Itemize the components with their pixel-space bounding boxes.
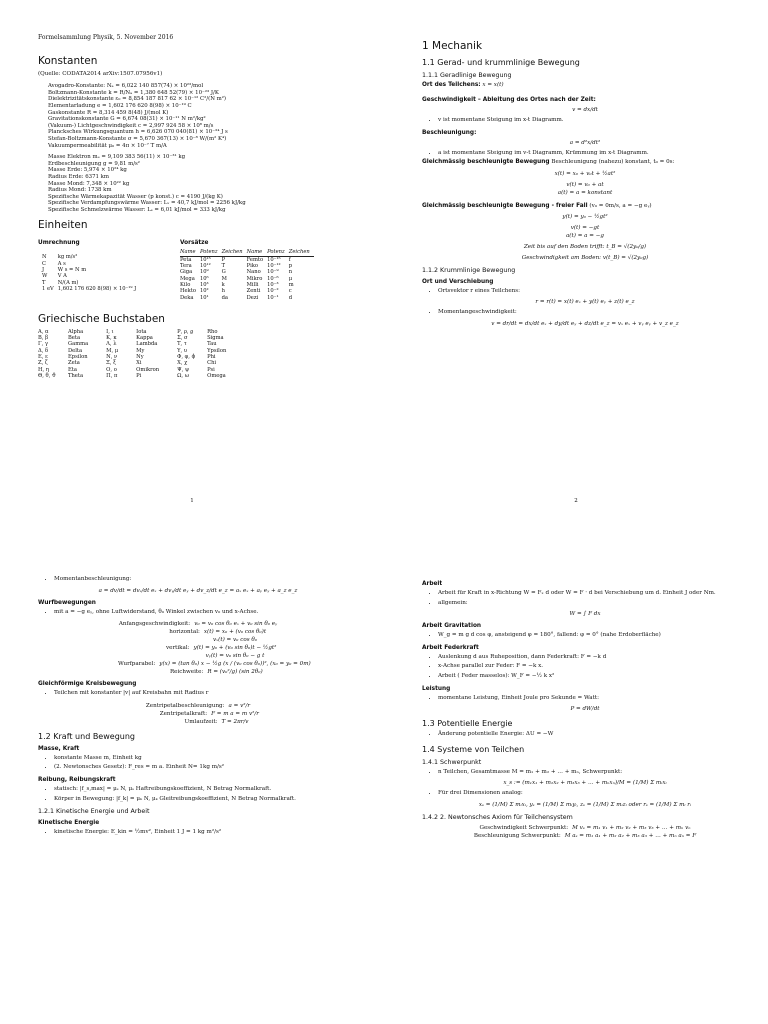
wert-line: Masse Erde: 5,974 × 10²⁴ kg — [48, 167, 127, 174]
umrechnung-cell: N/(A m) — [57, 279, 79, 286]
griechisch-letter: Ο, ο — [106, 366, 117, 373]
griechisch-letter: Τ, τ — [177, 341, 187, 348]
konstanten-list — [48, 83, 358, 149]
momgeschw-item: • Momentangeschwindigkeit: — [438, 309, 748, 317]
section-1-4-2: 1.4.2 2. Newtonsches Axiom für Teilchensystem — [422, 813, 573, 821]
kreis-row-label: Umlaufzeit: — [184, 718, 218, 725]
vorsaetze-cell: Dezi — [246, 294, 259, 301]
wurf-row-formula: y(t) = y₀ + (v₀ sin θ₀)t − ½gt² — [193, 645, 277, 652]
feder-item-1: • x-Achse parallel zur Feder: F = −k x. — [438, 663, 748, 671]
page-header: Formelsammlung Physik, 5. November 2016 — [38, 34, 174, 41]
vorsaetze-cell: 10⁻⁹ — [267, 269, 279, 276]
geschw-eq: v = dx/dt — [572, 107, 598, 114]
vorsaetze-cell: h — [221, 288, 225, 295]
griechisch-name: Eta — [68, 366, 77, 373]
konstante-line: Gaskonstante R = 8,314 459 8(48) J/(mol K) — [48, 109, 169, 116]
griechisch-letter: Σ, σ — [177, 335, 188, 342]
newton-row-formula: M aₛ = m₁ a₁ + m₂ a₂ + m₃ a₃ + … + mₙ aₙ = F — [564, 832, 697, 839]
vorsaetze-cell: Kilo — [180, 281, 191, 288]
griechisch-name: Phi — [207, 354, 216, 361]
vorsaetze-cell: Hekto — [180, 288, 196, 295]
vorsaetze-heading: Vorsätze — [180, 240, 209, 247]
griechisch-letter: Ι, ι — [106, 328, 114, 335]
griechisch-letter: Β, β — [38, 335, 49, 342]
fall-zeit: Zeit bis auf den Boden trifft: t_B = √(2y₀/g) — [523, 243, 647, 250]
umrechnung-cell: A s — [57, 260, 66, 267]
griechisch-name: Kappa — [136, 335, 153, 342]
konstante-line: Dielektrizitätskonstante ε₀ = 8,854 187 817 62 × 10⁻¹² C²/(N m²) — [48, 96, 227, 103]
feder-item-2: • Arbeit ( Feder masselos): W_F = −½ k x² — [438, 673, 748, 681]
griechisch-name: Iota — [136, 328, 147, 335]
kreis-row-label: Zentripetalbeschleunigung: — [145, 702, 225, 709]
wurf-row-formula: vᵧ(t) = v₀ sin θ₀ − g t — [205, 653, 265, 660]
vorsaetze-header: Name — [180, 249, 200, 256]
vorsaetze-cell: μ — [288, 275, 293, 282]
vorsaetze-header-row — [180, 249, 314, 256]
vorsaetze-cell: Femto — [246, 256, 264, 263]
drei-eq: xₛ = (1/M) Σ mᵢxᵢ, yₛ = (1/M) Σ mᵢyᵢ, zₛ = (1/M) Σ mᵢzᵢ oder rₛ = (1/M) Σ mᵢ rᵢ — [478, 801, 692, 808]
ort-label: Ort des Teilchens: — [422, 82, 481, 88]
griechisch-column — [177, 329, 230, 379]
wurf-row-label — [132, 652, 202, 660]
kreis-row — [38, 718, 358, 726]
newton-equations — [422, 824, 748, 840]
ortsvektor-item: • Ortsvektor r eines Teilchens: — [438, 288, 748, 296]
griechisch-name: Chi — [207, 360, 217, 367]
griechisch-name: Lambda — [136, 341, 158, 348]
masse-kraft-heading: Masse, Kraft — [38, 745, 80, 752]
konstante-line: Stefan-Boltzmann-Konstante σ = 5,670 367(13) × 10⁻⁸ W/(m² K⁴) — [48, 135, 227, 142]
wurf-row-formula: R = (v₀²/g) (sin 2θ₀) — [207, 669, 263, 676]
vorsaetze-row — [180, 256, 314, 263]
wurf-row — [38, 628, 358, 636]
konstante-line: Boltzmann-Konstante k = R/Nₐ = 1,380 648 52(79) × 10⁻²³ J/K — [48, 89, 219, 96]
wurf-equations — [38, 620, 358, 676]
wert-line: Masse Mond: 7,348 × 10²² kg — [48, 180, 130, 187]
vorsaetze-cell: 10³ — [199, 281, 209, 288]
vorsaetze-cell: Giga — [180, 269, 193, 276]
konstante-line: Gravitationskonstante G = 6,674 08(31) × 10⁻¹¹ N m²/kg² — [48, 116, 206, 123]
umrechnung-cell: 1 eV — [42, 285, 54, 292]
vorsaetze-cell: 10⁻² — [267, 288, 279, 295]
quelle-note: (Quelle: CODATA2014 arXiv:1507.07956v1) — [38, 71, 163, 77]
kreis-row-formula: a = v²/r — [228, 702, 251, 709]
page-1 — [0, 0, 384, 512]
pot-item: • Änderung potentielle Energie: ΔU = −W — [438, 731, 748, 739]
vorsaetze-cell: 10⁻³ — [267, 281, 279, 288]
wert-line: Radius Mond: 1738 km — [48, 187, 112, 194]
wurf-heading: Wurfbewegungen — [38, 599, 96, 606]
griechisch-name: Beta — [68, 335, 81, 342]
drei-item: • Für drei Dimensionen analog: — [438, 790, 748, 798]
vorsaetze-cell: T — [221, 263, 226, 270]
griechisch-letter: Φ, φ, ϕ — [177, 354, 196, 361]
grav-item: • W_g = m g d cos φ, ansteigend φ = 180°, fallend: φ = 0° (nahe Erdoberfläche) — [438, 632, 748, 640]
konstanten-heading: Konstanten — [38, 55, 98, 67]
fall-text: (v₀ = 0m/s, a = −g eᵧ) — [589, 202, 652, 209]
vorsaetze-cell: f — [288, 256, 291, 263]
ortsvektor-eq: r = r(t) = x(t) eₓ + y(t) eᵧ + z(t) e_z — [535, 299, 635, 306]
vorsaetze-row — [180, 295, 314, 301]
masse-kraft-list — [38, 755, 358, 772]
griechisch-name: Omega — [207, 372, 226, 379]
vorsaetze-cell: G — [221, 269, 226, 276]
umrechnung-cell: C — [42, 260, 46, 267]
wurf-row — [38, 620, 358, 628]
wert-line: Spezifische Verdampfungswärme Wasser: Lᵥ = 40,7 kJ/mol = 2256 kJ/kg — [48, 200, 246, 207]
vorsaetze-cell: Nano — [246, 269, 261, 276]
wert-line: Spezifische Schmelzwärme Wasser: Lₛ = 6,01 kJ/mol = 333 kJ/kg — [48, 206, 226, 213]
page-4 — [384, 512, 768, 1024]
griechisch-letter: Θ, θ, ϑ — [38, 372, 56, 379]
wurf-row-label — [139, 636, 209, 644]
vorsaetze-cell: 10⁻⁶ — [267, 275, 279, 282]
vorsaetze-cell: 10¹⁵ — [199, 256, 211, 263]
umrechnung-cell: 1,602 176 620 8(98) × 10⁻¹⁹ J — [57, 285, 137, 292]
wurf-row-label: horizontal: — [169, 629, 200, 636]
kin-energie-heading: Kinetische Energie — [38, 820, 100, 827]
kreis-row-label: Zentripetalkraft: — [159, 710, 208, 717]
wurf-row — [38, 660, 358, 668]
kreis-row-formula: T = 2πr/v — [221, 718, 249, 725]
vorsaetze-cell: k — [221, 281, 225, 288]
geschw-label: Geschwindigkeit – Ableitung des Ortes nach der Zeit: — [422, 97, 596, 104]
fall-eq-2: a(t) = a = −g — [565, 232, 605, 239]
griechisch-letter: Λ, λ — [106, 341, 117, 348]
section-mechanik: 1 Mechanik — [422, 40, 483, 52]
vorsaetze-cell: c — [288, 288, 292, 295]
vorsaetze-table — [180, 249, 314, 300]
vorsaetze-cell: 10⁹ — [199, 269, 209, 276]
fall-geschw: Geschwindigkeit am Boden: v(t_B) = √(2y₀g) — [521, 254, 649, 261]
kreis-heading: Gleichförmige Kreisbewegung — [38, 681, 137, 688]
vorsaetze-header: Name — [247, 249, 268, 256]
griechisch-letter: Κ, κ — [106, 335, 117, 342]
griechisch-name: Sigma — [207, 335, 224, 342]
griechisch-name: Psi — [207, 366, 215, 373]
griechisch-heading: Griechische Buchstaben — [38, 312, 165, 325]
griechisch-letter: Υ, υ — [177, 347, 187, 354]
grav-heading: Arbeit Gravitation — [422, 623, 482, 630]
feder-item-0: • Auslenkung d aus Ruheposition, dann Federkraft: F = −k d — [438, 654, 748, 662]
vorsaetze-cell: m — [288, 281, 294, 288]
wurf-row — [38, 652, 358, 660]
griechisch-name: Delta — [68, 347, 83, 354]
gleichm-eq-2: a(t) = a = konstant — [557, 189, 613, 196]
wurf-row-formula: vₓ(t) = v₀ cos θ₀ — [213, 637, 257, 644]
vorsaetze-cell: da — [221, 294, 229, 301]
section-1-1: 1.1 Gerad- und krummlinige Bewegung — [422, 58, 580, 67]
kreis-row — [38, 702, 358, 710]
wert-line: Erdbeschleunigung g = 9,81 m/s² — [48, 160, 140, 167]
umrechnung-cell: W s = N m — [57, 267, 87, 274]
griechisch-name: Omikron — [136, 366, 160, 373]
wert-line: Spezifische Wärmekapazität Wasser (p konst.) c = 4190 J/(kg K) — [48, 193, 223, 200]
reibung-item: • Körper in Bewegung: |f_k| = μₖ N, μₖ Gleitreibungskoeffizient, N Betrag Normalkraft. — [54, 796, 358, 804]
section-1-1-2: 1.1.2 Krummlinige Bewegung — [422, 266, 516, 274]
konstante-line: Vakuumpermeabilität μ₀ = 4π × 10⁻⁷ T m/A — [48, 142, 167, 149]
geschw-note: • v ist momentane Steigung im x-t Diagramm. — [438, 117, 748, 125]
umrechnung-heading: Umrechnung — [38, 240, 80, 247]
vorsaetze-cell: Tera — [180, 263, 192, 270]
vorsaetze-header: Zeichen — [222, 249, 247, 256]
griechisch-row — [38, 373, 92, 379]
griechisch-row — [106, 373, 163, 379]
vorsaetze-header: Zeichen — [289, 249, 314, 256]
wurf-item: • mit a = −g eᵧ, ohne Luftwiderstand, θ₀ Winkel zwischen v₀ und x-Achse. — [54, 609, 358, 617]
beschl-eq: a = d²x/dt² — [569, 139, 601, 146]
gleichm-text: Beschleunigung (nahezu) konstant, t₀ = 0s: — [551, 159, 675, 166]
page-number: 2 — [574, 498, 578, 504]
griechisch-name: Alpha — [68, 328, 84, 335]
leistung-item: • momentane Leistung, Einheit Joule pro Sekunde = Watt: — [438, 695, 748, 703]
wurf-row-label: Anfangsgeschwindigkeit: — [118, 621, 191, 628]
section-1-3: 1.3 Potentielle Energie — [422, 719, 513, 729]
section-1-1-1: 1.1.1 Geradlinige Bewegung — [422, 72, 512, 79]
griechisch-name: Zeta — [68, 360, 80, 367]
griechisch-name: Xi — [136, 360, 142, 367]
griechisch-name: My — [136, 347, 145, 354]
vorsaetze-cell: M — [221, 275, 227, 282]
wurf-row-label: vertikal: — [165, 645, 190, 652]
umrechnung-cell: T — [42, 279, 46, 286]
griechisch-table — [38, 329, 358, 379]
gleichm-eq-0: x(t) = x₀ + v₀t + ½at² — [554, 170, 616, 177]
umrechnung-table — [42, 254, 140, 292]
gleichm-label: Gleichmässig beschleunigte Bewegung — [422, 159, 550, 166]
vorsaetze-cell: Mega — [180, 275, 195, 282]
vorsaetze-cell: 10⁶ — [199, 275, 209, 282]
griechisch-letter: Π, π — [106, 372, 118, 379]
wurf-row-formula: y(x) = (tan θ₀) x − ½g (x / (v₀ cos θ₀))², (x₀ = y₀ = 0m) — [159, 661, 311, 668]
kreis-row — [38, 710, 358, 718]
konstante-line: Avogadro-Konstante: Nₐ = 6,022 140 857(74) × 10²³/mol — [48, 83, 204, 90]
newton-row-formula: M vₛ = m₁ v₁ + m₂ v₂ + m₃ v₃ + … + mₙ vₙ — [572, 824, 691, 831]
vorsaetze-cell: Milli — [246, 281, 259, 288]
griechisch-letter: Ζ, ζ — [38, 360, 48, 367]
kreis-item: • Teilchen mit konstanter |v| auf Kreisbahn mit Radius r — [54, 690, 358, 698]
griechisch-name: Ny — [136, 354, 144, 361]
beschl-note: • a ist momentane Steigung im v-t Diagramm, Krümmung im x-t Diagramm. — [438, 150, 748, 158]
wurf-row-formula: v₀ = v₀ cos θ₀ eₓ + v₀ sin θ₀ eᵧ — [194, 621, 278, 628]
vorsaetze-cell: n — [288, 269, 293, 276]
mombeschl-eq: a = dv/dt = dvₓ/dt eₓ + dvᵧ/dt eᵧ + dv_z/dt e_z = aₓ eₓ + aᵧ eᵧ + a_z e_z — [98, 587, 298, 594]
section-1-4: 1.4 Systeme von Teilchen — [422, 744, 525, 754]
leistung-eq: P = dW/dt — [570, 706, 600, 713]
werte-list — [48, 154, 358, 213]
fall-eq-0: y(t) = y₀ − ½gt² — [562, 213, 608, 220]
vorsaetze-cell: P — [221, 256, 226, 263]
griechisch-name: Tau — [207, 341, 217, 348]
griechisch-name: Rho — [207, 328, 218, 335]
wurf-row — [38, 668, 358, 676]
section-1-2-1: 1.2.1 Kinetische Energie und Arbeit — [38, 808, 150, 816]
umrechnung-cell: V A — [57, 273, 67, 280]
page-number: 1 — [190, 498, 194, 504]
gleichm-eq-1: v(t) = v₀ + at — [566, 181, 604, 188]
section-1-2: 1.2 Kraft und Bewegung — [38, 731, 135, 741]
konstante-line: Elementarladung e = 1,602 176 620 8(98) × 10⁻¹⁹ C — [48, 102, 192, 109]
newton-row — [422, 832, 748, 840]
griechisch-letter: Η, η — [38, 366, 49, 373]
newton-row-label: Geschwindigkeit Schwerpunkt: — [479, 824, 569, 831]
beschl-label: Beschleunigung: — [422, 129, 477, 136]
vorsaetze-cell: 10² — [199, 288, 209, 295]
wurf-row — [38, 636, 358, 644]
griechisch-letter: Χ, χ — [177, 360, 188, 367]
wurf-row-label: Wurfparabel: — [117, 661, 156, 668]
griechisch-letter: Ξ, ξ — [106, 360, 116, 367]
wert-line: Masse Elektron mₑ = 9,109 383 56(11) × 10⁻³¹ kg — [48, 154, 186, 161]
griechisch-column — [106, 329, 163, 379]
fall-label: Gleichmässig beschleunigte Bewegung - freier Fall — [422, 202, 588, 209]
griechisch-letter: Δ, δ — [38, 347, 49, 354]
konstante-line: Plancksches Wirkungsquantum h = 6,626 070 040(81) × 10⁻³⁴ J s — [48, 129, 228, 136]
griechisch-letter: Ε, ε — [38, 354, 48, 361]
masse-kraft-item: • konstante Masse m, Einheit kg — [54, 755, 358, 763]
umrechnung-cell: N — [42, 254, 47, 261]
vorsaetze-cell: Peta — [180, 256, 192, 263]
schwer-item: • n Teilchen, Gesamtmasse M = m₁ + m₂ + … + mₙ, Schwerpunkt: — [438, 769, 748, 777]
vorsaetze-cell: 10¹ — [199, 294, 209, 301]
vorsaetze-cell: p — [288, 263, 293, 270]
vorsaetze-cell: 10¹² — [199, 263, 211, 270]
reibung-heading: Reibung, Reibungskraft — [38, 776, 116, 783]
vorsaetze-cell: d — [288, 294, 293, 301]
kin-energie-item: • kinetische Energie: E_kin = ½mv², Einheit 1 J = 1 kg m²/s² — [54, 829, 358, 837]
vorsaetze-cell: Deka — [180, 294, 194, 301]
wurf-row — [38, 644, 358, 652]
griechisch-letter: Μ, μ — [106, 347, 119, 354]
griechisch-column — [38, 329, 92, 379]
griechisch-row — [177, 373, 230, 379]
wert-line: Radius Erde: 6371 km — [48, 173, 110, 180]
vorsaetze-cell: 10⁻¹⁵ — [267, 256, 281, 263]
vorsaetze-header: Potenz — [200, 249, 222, 256]
reibung-item: • statisch: |f_s,max| = μₛ N, μₛ Haftreibungskoeffizient, N Betrag Normalkraft. — [54, 786, 358, 794]
griechisch-letter: Ω, ω — [177, 372, 189, 379]
griechisch-name: Gamma — [68, 341, 89, 348]
einheiten-heading: Einheiten — [38, 219, 88, 232]
vorsaetze-cell: 10⁻¹² — [267, 263, 281, 270]
ort-eq: x = x(t) — [482, 82, 504, 88]
griechisch-name: Pi — [136, 372, 142, 379]
page-3 — [0, 512, 384, 1024]
griechisch-name: Epsilon — [68, 354, 88, 361]
vorsaetze-header: Potenz — [267, 249, 289, 256]
arbeit-item-0: • Arbeit für Kraft in x-Richtung W = Fₓ d oder W = F · d bei Verschiebung um d. Einheit J oder Nm. — [438, 590, 748, 598]
ort-versch-label: Ort und Verschiebung — [422, 278, 494, 285]
umrechnung-cell: kg m/s² — [57, 254, 78, 261]
arbeit-heading: Arbeit — [422, 581, 443, 587]
griechisch-letter: Ψ, ψ — [177, 366, 190, 373]
griechisch-letter: Ν, ν — [106, 354, 118, 361]
section-1-4-1: 1.4.1 Schwerpunkt — [422, 758, 482, 766]
masse-kraft-item: • (2. Newtonsches Gesetz): F_res = m a. Einheit N= 1kg m/s² — [54, 764, 358, 772]
arbeit-item-1: • allgemein: — [438, 600, 748, 608]
feder-heading: Arbeit Federkraft — [422, 644, 479, 651]
vorsaetze-cell: 10⁻¹ — [267, 294, 279, 301]
griechisch-name: Ypsilon — [207, 347, 227, 354]
vorsaetze-cell: Zenti — [246, 288, 261, 295]
schwer-eq: x_s := (m₁x₁ + m₂x₂ + m₃x₃ + … + mₙxₙ)/M = (1/M) Σ mᵢxᵢ — [503, 780, 667, 787]
umrechnung-cell: J — [42, 267, 45, 274]
umrechnung-row — [42, 286, 140, 292]
griechisch-letter: Α, α — [38, 328, 49, 335]
newton-row — [422, 824, 748, 832]
griechisch-letter: Γ, γ — [38, 341, 48, 348]
griechisch-letter: Ρ, ρ, ϱ — [177, 328, 194, 335]
vorsaetze-cell: Piko — [246, 263, 259, 270]
griechisch-name: Theta — [68, 372, 84, 379]
mombeschl-item: • Momentanbeschleunigung: — [54, 576, 358, 584]
page-2 — [384, 0, 768, 512]
kreis-equations — [38, 702, 358, 726]
kreis-row-formula: F = m a = m v²/r — [211, 710, 259, 717]
reibung-list — [38, 786, 358, 803]
wurf-row-formula: x(t) = x₀ + (v₀ cos θ₀)t — [203, 629, 267, 636]
konstante-line: (Vakuum-) Lichtgeschwindigkeit c = 2,997 924 58 × 10⁸ m/s — [48, 122, 214, 129]
wurf-row-label: Reichweite: — [169, 669, 204, 676]
umrechnung-cell: W — [42, 273, 48, 280]
vorsaetze-cell: Mikro — [246, 275, 263, 282]
leistung-heading: Leistung — [422, 685, 451, 692]
arbeit-eq: W = ∫ F dx — [569, 611, 601, 618]
newton-row-label: Beschleunigung Schwerpunkt: — [473, 832, 561, 839]
fall-eq-1: v(t) = −gt — [570, 224, 600, 231]
momgeschw-eq: v = dr/dt = dx/dt eₓ + dy/dt eᵧ + dz/dt e_z = vₓ eₓ + vᵧ eᵧ + v_z e_z — [491, 320, 679, 327]
